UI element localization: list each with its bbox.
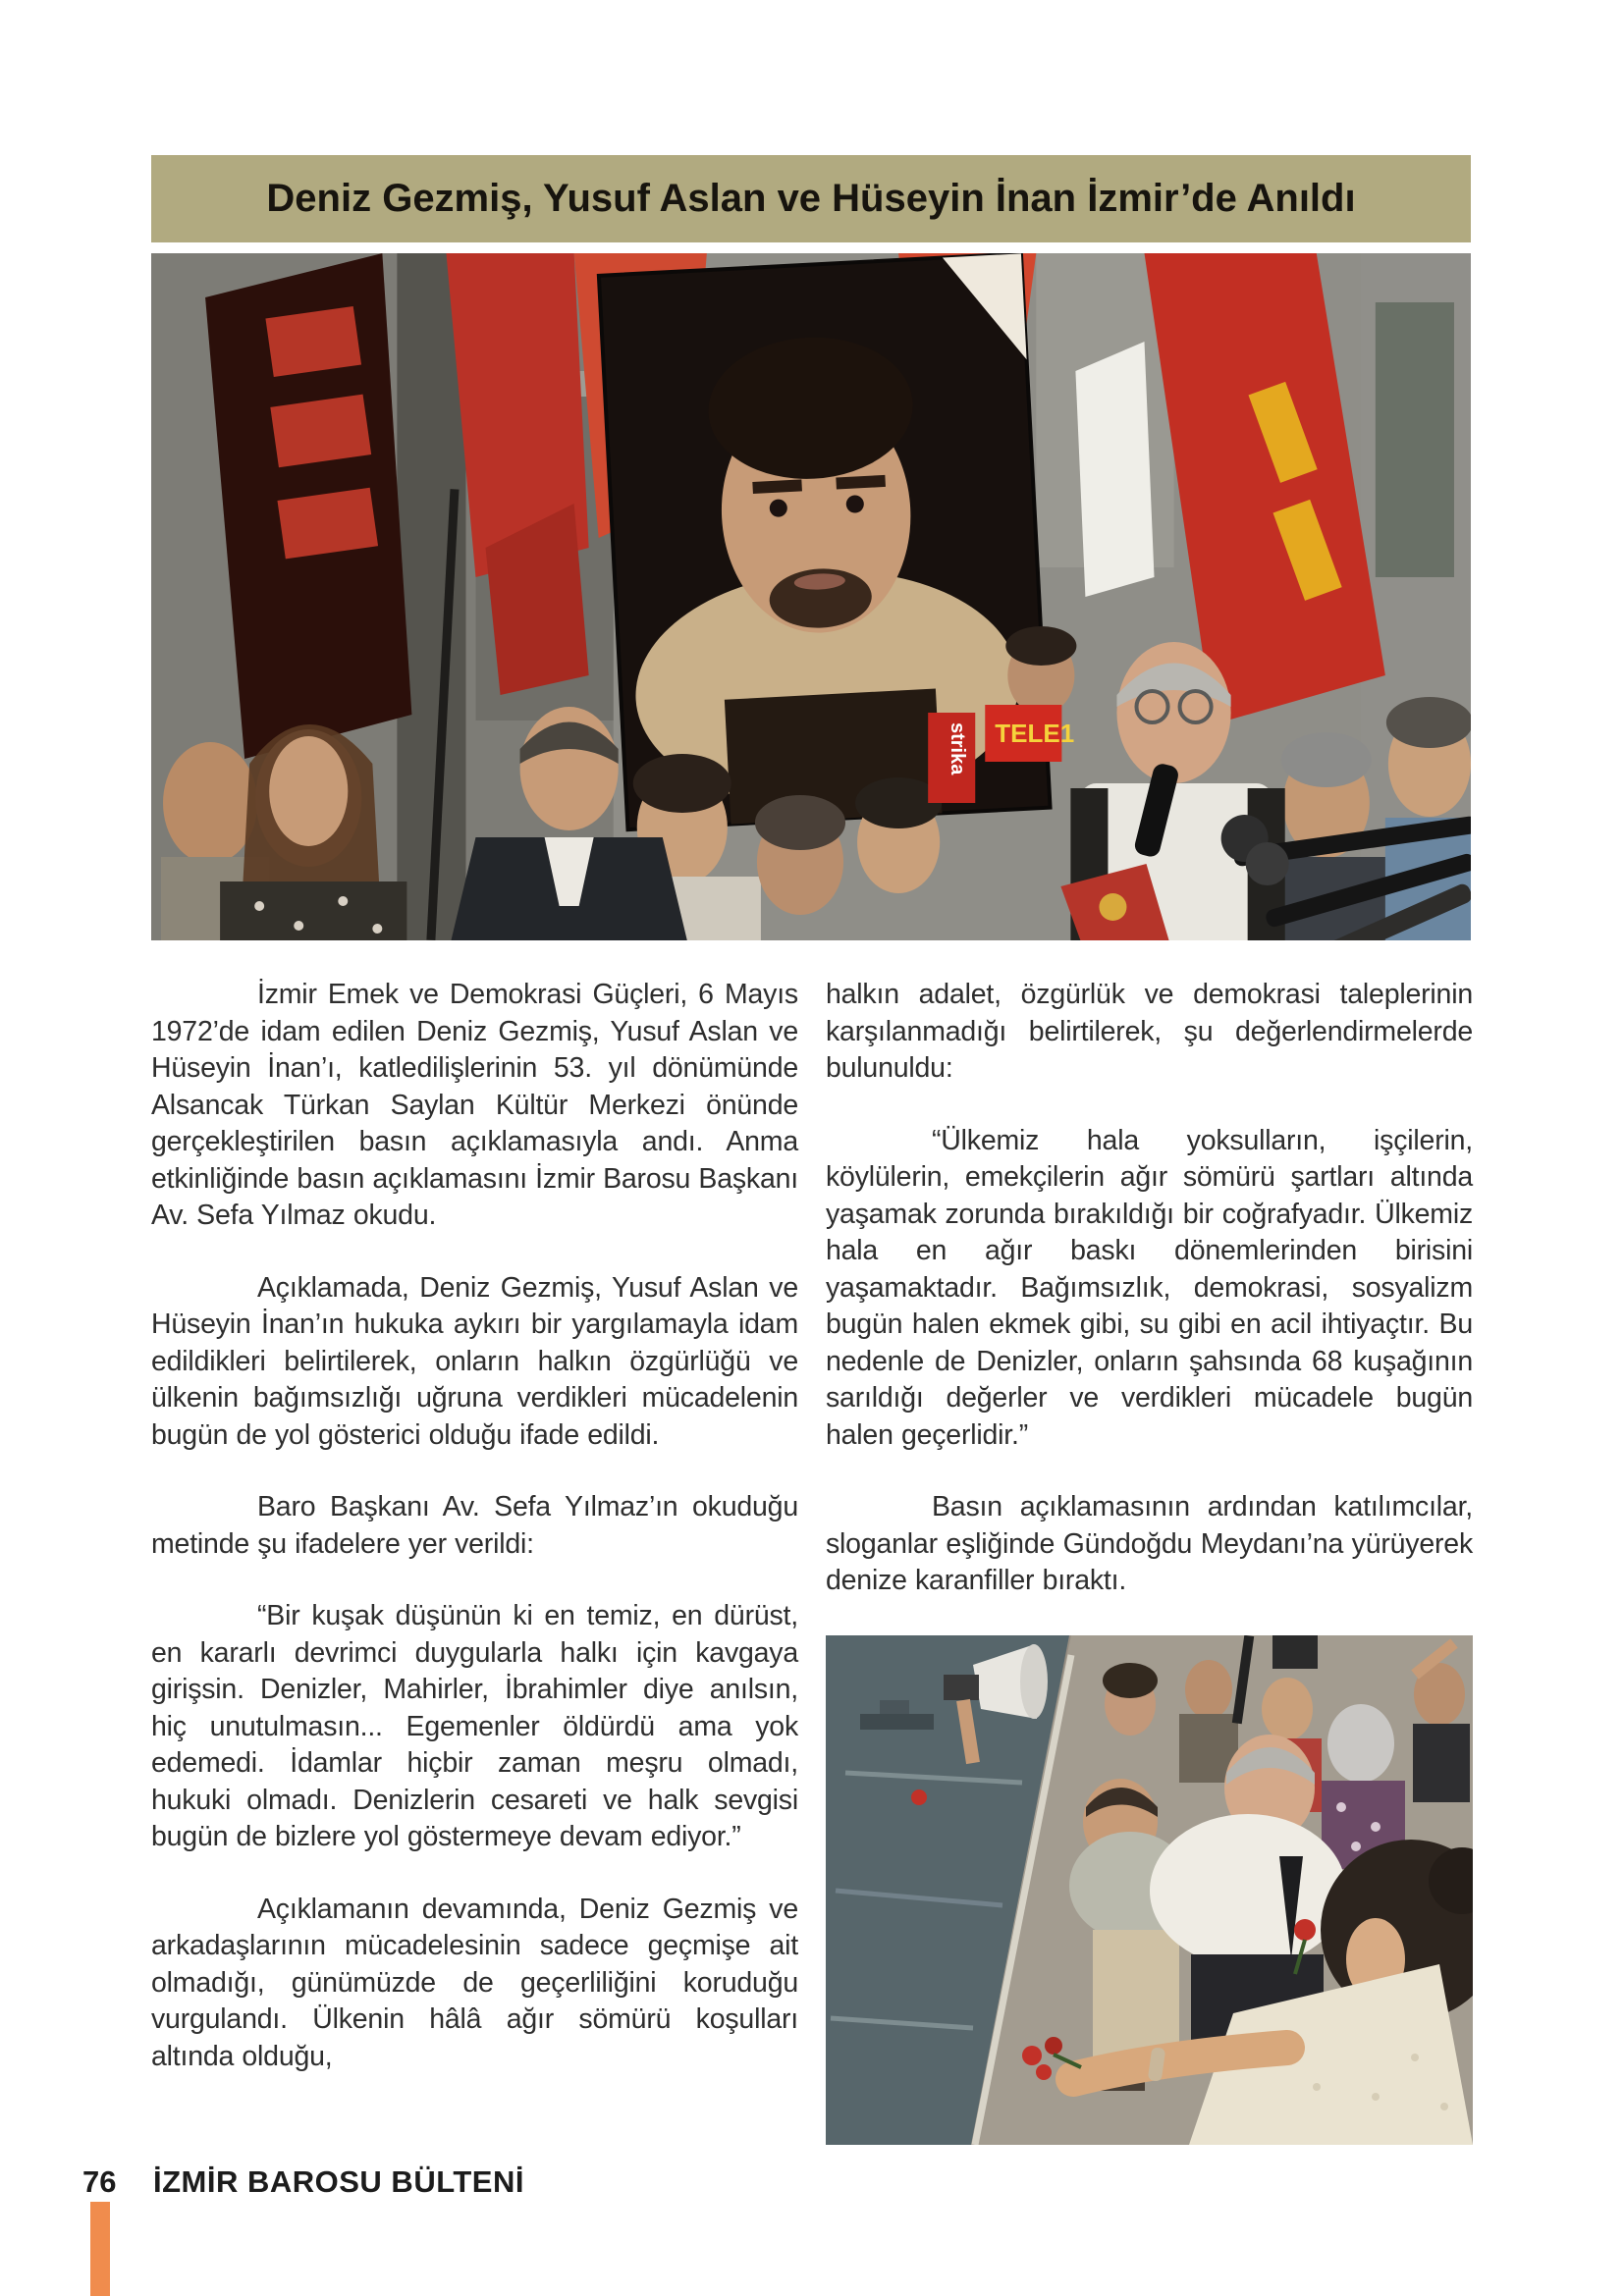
paragraph: Açıklamanın devamında, Deniz Gezmiş ve arkadaşlarının mücadelesinin sadece geçmişe ait olmadığı, günümüzde de geçerliliğini koruduğu vurgulandı. Ülkenin hâlâ ağır sömürü koşulları altında olduğu, (151, 1893, 798, 2072)
article-body (151, 977, 1473, 2145)
paragraph: halkın adalet, özgürlük ve demokrasi taleplerinin karşılanmadığı belirtilerek, şu değerlendirmelerde bulunuldu: (826, 979, 1473, 1084)
paragraph: İzmir Emek ve Demokrasi Güçleri, 6 Mayıs 1972’de idam edilen Deniz Gezmiş, Yusuf Aslan ve Hüseyin İnan’ı, katledilişlerinin 53. yıl dönümünde Alsancak Türkan Saylan Kültür Merkezi önünde gerçekleştirilen basın açıklamasıyla andı. Anma etkinliğinde basın açıklamasını İzmir Barosu Başkanı Av. Sefa Yılmaz okudu. (151, 979, 798, 1231)
left-column (151, 977, 798, 2145)
article-title-bar (151, 155, 1471, 242)
accent-bar (90, 2202, 110, 2296)
article-title: Deniz Gezmiş, Yusuf Aslan ve Hüseyin İnan İzmir’de Anıldı (266, 177, 1356, 220)
page-number: 76 (82, 2164, 117, 2199)
press-statement-photo (151, 253, 1471, 940)
paragraph: “Ülkemiz hala yoksulların, işçilerin, köylülerin, emekçilerin ağır sömürü şartları altında yaşamak zorunda bırakıldığı bir coğrafyadır. Ülkemiz hala en ağır baskı dönemlerinden birisini yaşamaktadır. Bağımsızlık, demokrasi, sosyalizm bugün halen ekmek gibi, su gibi en acil ihtiyaçtır. Bu nedenle de Denizler, onların şahsında 68 kuşağının sarıldığı değerler ve verdikleri mücadele bugün halen geçerlidir.” (826, 1124, 1473, 1451)
main-photo (151, 253, 1471, 940)
carnations-photo (826, 1635, 1473, 2145)
paragraph: Açıklamada, Deniz Gezmiş, Yusuf Aslan ve Hüseyin İnan’ın hukuka aykırı bir yargılamayla idam edildikleri belirtilerek, onların halkın özgürlüğü ve ülkenin bağımsızlığı uğruna verdikleri mücadelenin bugün de yol gösterici olduğu ifade edildi. (151, 1271, 798, 1451)
right-column (826, 977, 1473, 2145)
paragraph: “Bir kuşak düşünün ki en temiz, en dürüst, en kararlı devrimci duygularla halkı için kavgaya girişsin. Denizler, Mahirler, İbrahimler diye anılsın, hiç unutulmasın... Egemenler öldürdü ama yok edemedi. İdamlar hiçbir zaman meşru olmadı, hukuki olmadı. Denizlerin cesareti ve halk sevgisi bugün de bizlere yol göstermeye devam ediyor.” (151, 1600, 798, 1852)
deniz-gezmis-poster (599, 253, 1051, 829)
second-photo (826, 1635, 1473, 2145)
bulletin-title: İZMİR BAROSU BÜLTENİ (153, 2164, 524, 2199)
paragraph: Baro Başkanı Av. Sefa Yılmaz’ın okuduğu metinde şu ifadelere yer verildi: (151, 1491, 798, 1560)
mic-flag-tele1: TELE1 (995, 719, 1075, 748)
paragraph: Basın açıklamasının ardından katılımcılar, sloganlar eşliğinde Gündoğdu Meydanı’na yürüyerek denize karanfiller bıraktı. (826, 1491, 1473, 1596)
mic-flag-strika: strika (947, 721, 969, 775)
